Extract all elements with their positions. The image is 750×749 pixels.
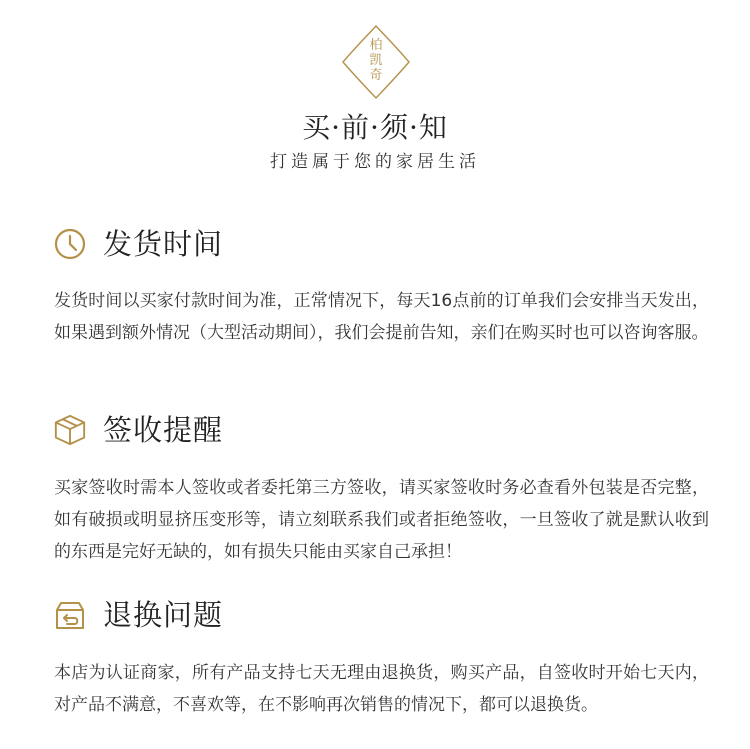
page-title: 买·前·须·知 xyxy=(302,111,448,144)
return-icon xyxy=(53,598,87,632)
section-body: 本店为认证商家，所有产品支持七天无理由退换货，购买产品，自签收时开始七天内，对产品不满意，不喜欢等，在不影响再次销售的情况下，都可以退换货。 xyxy=(54,663,709,715)
seal-char: 柏 xyxy=(369,38,383,53)
seal-text xyxy=(341,38,411,83)
page-subtitle: 打造属于您的家居生活 xyxy=(270,152,480,172)
seal-char: 凯 xyxy=(369,53,383,68)
section-title: 发货时间 xyxy=(103,227,224,261)
section-body: 发货时间以买家付款时间为准，正常情况下，每天16点前的订单我们会安排当天发出，如果遇到额外情况（大型活动期间），我们会提前告知，亲们在购买时也可以咨询客服。 xyxy=(54,291,709,343)
box-icon xyxy=(53,413,87,447)
section-heading-returns xyxy=(53,595,223,635)
seal-char: 奇 xyxy=(369,68,383,83)
section-title: 签收提醒 xyxy=(103,413,224,447)
clock-icon xyxy=(53,227,87,261)
section-body: 买家签收时需本人签收或者委托第三方签收，请买家签收时务必查看外包装是否完整，如有破损或明显挤压变形等，请立刻联系我们或者拒绝签收，一旦签收了就是默认收到的东西是完好无缺的，如有损失只能由买家自己承担！ xyxy=(54,478,709,562)
section-heading-receipt xyxy=(53,410,223,450)
section-title: 退换问题 xyxy=(103,598,224,632)
brand-seal xyxy=(341,24,411,100)
section-heading-shipping xyxy=(53,224,223,264)
